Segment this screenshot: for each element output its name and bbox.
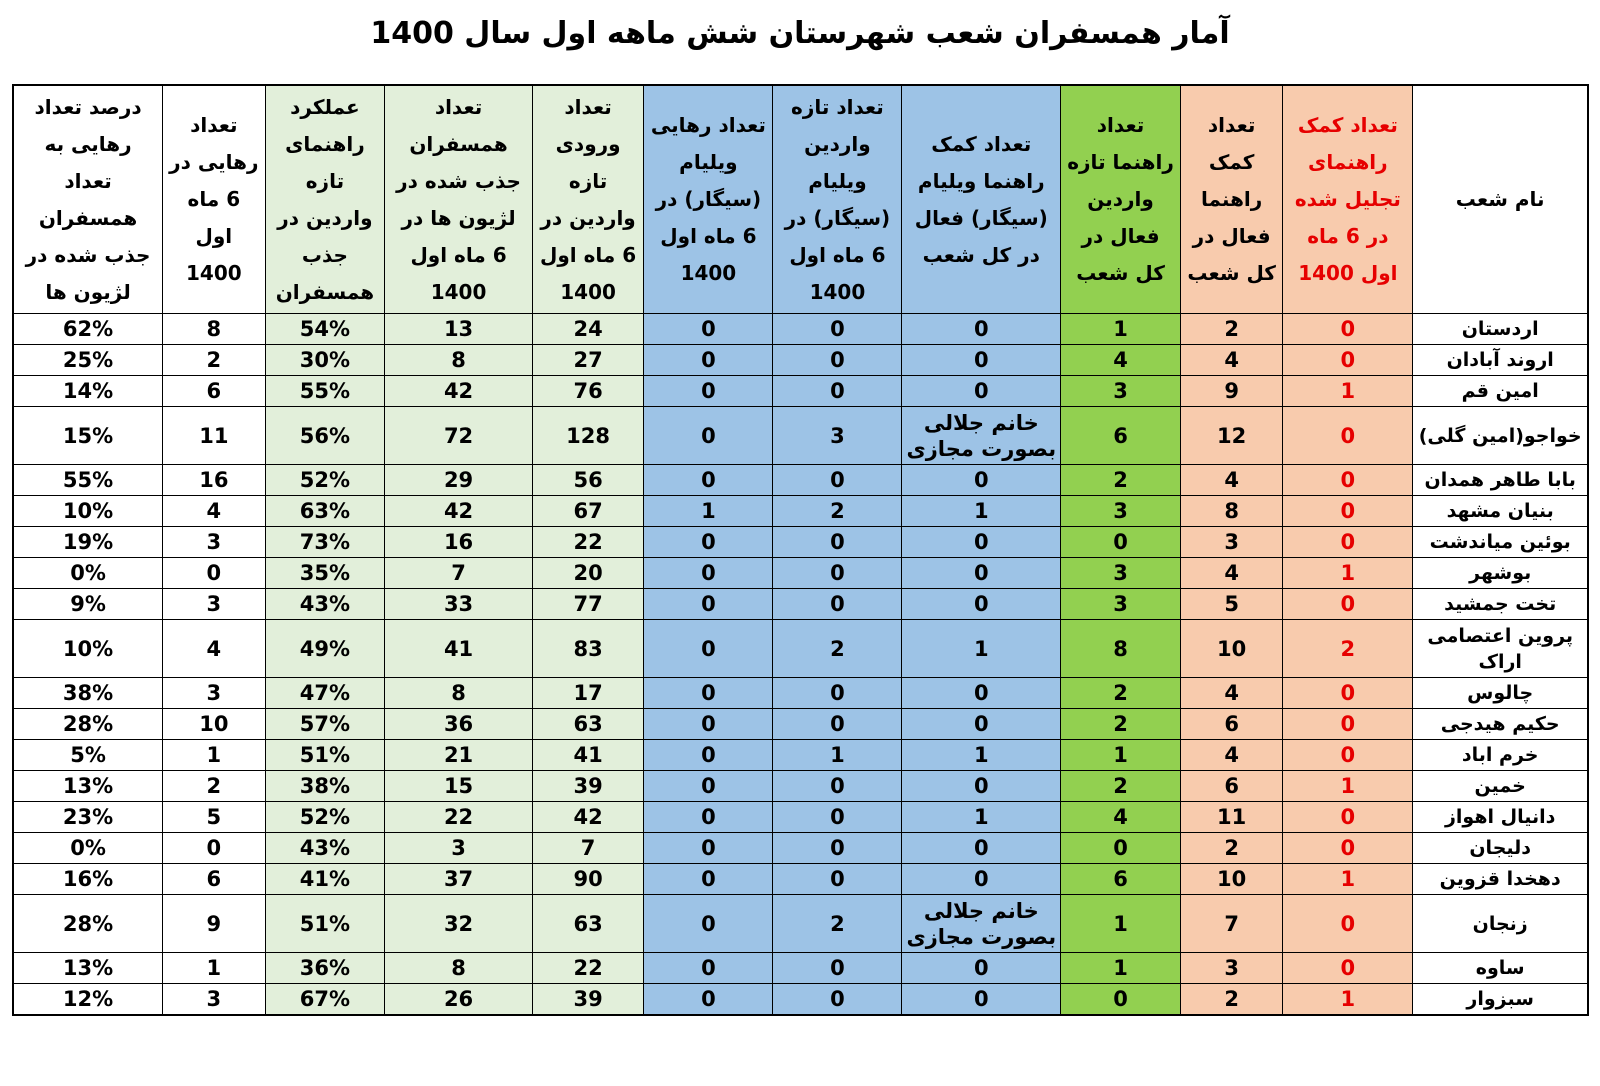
- cell-newcomer-entries: 63: [532, 709, 644, 740]
- cell-honored-helpers: 1: [1283, 771, 1413, 802]
- header-honored-helpers: تعداد کمک راهنمای تجلیل شده در 6 ماه اول 1400: [1283, 85, 1413, 314]
- cell-release-percent: 38%: [13, 678, 163, 709]
- cell-newcomer-guides: 4: [1061, 345, 1181, 376]
- cell-releases: 6: [163, 376, 265, 407]
- header-guide-performance: عملکرد راهنمای تازه واردین در جذب همسفران: [265, 85, 385, 314]
- cell-releases: 9: [163, 895, 265, 953]
- cell-newcomer-entries: 7: [532, 833, 644, 864]
- cell-william-releases: 0: [644, 678, 773, 709]
- cell-branch-name: ساوه: [1413, 953, 1588, 984]
- table-row: [13, 376, 1588, 407]
- cell-release-percent: 13%: [13, 771, 163, 802]
- cell-william-helpers: 1: [902, 740, 1061, 771]
- cell-releases: 0: [163, 558, 265, 589]
- header-william-releases: تعداد رهایی ویلیام (سیگار) در 6 ماه اول 1400: [644, 85, 773, 314]
- cell-william-helpers: 0: [902, 314, 1061, 345]
- cell-william-newcomers: 0: [773, 527, 902, 558]
- cell-branch-name: خواجو(امین گلی): [1413, 407, 1588, 465]
- cell-william-releases: 0: [644, 558, 773, 589]
- cell-newcomer-guides: 1: [1061, 953, 1181, 984]
- cell-william-releases: 0: [644, 802, 773, 833]
- cell-releases: 16: [163, 465, 265, 496]
- table-row: [13, 558, 1588, 589]
- cell-release-percent: 23%: [13, 802, 163, 833]
- cell-william-newcomers: 0: [773, 558, 902, 589]
- cell-releases: 3: [163, 678, 265, 709]
- cell-active-helpers: 5: [1180, 589, 1282, 620]
- cell-guide-performance: 35%: [265, 558, 385, 589]
- cell-william-newcomers: 1: [773, 740, 902, 771]
- cell-branch-name: بوشهر: [1413, 558, 1588, 589]
- cell-active-helpers: 2: [1180, 314, 1282, 345]
- cell-newcomer-guides: 0: [1061, 527, 1181, 558]
- cell-active-helpers: 8: [1180, 496, 1282, 527]
- header-william-newcomers: تعداد تازه واردین ویلیام (سیگار) در 6 ماه اول 1400: [773, 85, 902, 314]
- cell-william-newcomers: 2: [773, 895, 902, 953]
- cell-releases: 3: [163, 527, 265, 558]
- cell-branch-name: دهخدا قزوین: [1413, 864, 1588, 895]
- cell-companions-absorbed: 72: [385, 407, 532, 465]
- cell-companions-absorbed: 22: [385, 802, 532, 833]
- cell-branch-name: امین قم: [1413, 376, 1588, 407]
- cell-branch-name: بنیان مشهد: [1413, 496, 1588, 527]
- cell-william-newcomers: 0: [773, 802, 902, 833]
- cell-active-helpers: 10: [1180, 864, 1282, 895]
- cell-guide-performance: 51%: [265, 740, 385, 771]
- cell-guide-performance: 57%: [265, 709, 385, 740]
- cell-newcomer-guides: 0: [1061, 984, 1181, 1016]
- cell-companions-absorbed: 13: [385, 314, 532, 345]
- cell-release-percent: 19%: [13, 527, 163, 558]
- cell-newcomer-guides: 0: [1061, 833, 1181, 864]
- cell-companions-absorbed: 15: [385, 771, 532, 802]
- cell-william-releases: 0: [644, 376, 773, 407]
- table-row: [13, 984, 1588, 1016]
- cell-release-percent: 16%: [13, 864, 163, 895]
- table-row: [13, 527, 1588, 558]
- cell-release-percent: 28%: [13, 709, 163, 740]
- cell-newcomer-guides: 2: [1061, 709, 1181, 740]
- cell-honored-helpers: 0: [1283, 740, 1413, 771]
- cell-companions-absorbed: 16: [385, 527, 532, 558]
- cell-branch-name: خرم اباد: [1413, 740, 1588, 771]
- cell-william-helpers: 0: [902, 709, 1061, 740]
- cell-william-releases: 0: [644, 833, 773, 864]
- table-row: [13, 771, 1588, 802]
- cell-newcomer-guides: 6: [1061, 864, 1181, 895]
- cell-release-percent: 0%: [13, 558, 163, 589]
- cell-newcomer-entries: 22: [532, 527, 644, 558]
- cell-newcomer-guides: 3: [1061, 589, 1181, 620]
- cell-guide-performance: 52%: [265, 802, 385, 833]
- cell-newcomer-guides: 1: [1061, 740, 1181, 771]
- table-row: [13, 802, 1588, 833]
- cell-william-newcomers: 0: [773, 678, 902, 709]
- cell-william-helpers: 0: [902, 558, 1061, 589]
- cell-releases: 1: [163, 953, 265, 984]
- cell-william-helpers: 0: [902, 771, 1061, 802]
- cell-newcomer-entries: 22: [532, 953, 644, 984]
- cell-guide-performance: 54%: [265, 314, 385, 345]
- cell-active-helpers: 10: [1180, 620, 1282, 678]
- cell-releases: 3: [163, 984, 265, 1016]
- cell-william-helpers: 0: [902, 589, 1061, 620]
- cell-william-releases: 0: [644, 345, 773, 376]
- cell-newcomer-guides: 1: [1061, 895, 1181, 953]
- cell-honored-helpers: 2: [1283, 620, 1413, 678]
- cell-honored-helpers: 1: [1283, 376, 1413, 407]
- cell-william-releases: 0: [644, 589, 773, 620]
- cell-newcomer-guides: 3: [1061, 558, 1181, 589]
- cell-branch-name: اروند آبادان: [1413, 345, 1588, 376]
- cell-companions-absorbed: 7: [385, 558, 532, 589]
- cell-guide-performance: 43%: [265, 589, 385, 620]
- header-row: [13, 85, 1588, 314]
- cell-newcomer-entries: 83: [532, 620, 644, 678]
- cell-branch-name: حکیم هیدجی: [1413, 709, 1588, 740]
- header-william-helpers: تعداد کمک راهنما ویلیام (سیگار) فعال در کل شعب: [902, 85, 1061, 314]
- cell-william-helpers: 0: [902, 864, 1061, 895]
- cell-companions-absorbed: 41: [385, 620, 532, 678]
- cell-william-newcomers: 0: [773, 771, 902, 802]
- cell-companions-absorbed: 29: [385, 465, 532, 496]
- cell-companions-absorbed: 8: [385, 953, 532, 984]
- cell-william-releases: 0: [644, 314, 773, 345]
- cell-companions-absorbed: 37: [385, 864, 532, 895]
- cell-william-newcomers: 0: [773, 984, 902, 1016]
- cell-companions-absorbed: 3: [385, 833, 532, 864]
- cell-honored-helpers: 0: [1283, 465, 1413, 496]
- table-row: [13, 953, 1588, 984]
- table-row: [13, 496, 1588, 527]
- cell-newcomer-entries: 24: [532, 314, 644, 345]
- cell-william-releases: 0: [644, 740, 773, 771]
- header-companions-absorbed: تعداد همسفران جذب شده در لژیون ها در 6 ماه اول 1400: [385, 85, 532, 314]
- cell-newcomer-entries: 76: [532, 376, 644, 407]
- cell-william-newcomers: 0: [773, 709, 902, 740]
- cell-active-helpers: 6: [1180, 771, 1282, 802]
- cell-active-helpers: 7: [1180, 895, 1282, 953]
- cell-releases: 2: [163, 771, 265, 802]
- cell-newcomer-entries: 67: [532, 496, 644, 527]
- cell-william-helpers: 1: [902, 620, 1061, 678]
- cell-companions-absorbed: 33: [385, 589, 532, 620]
- cell-william-newcomers: 0: [773, 465, 902, 496]
- cell-branch-name: اردستان: [1413, 314, 1588, 345]
- cell-active-helpers: 4: [1180, 740, 1282, 771]
- table-row: [13, 465, 1588, 496]
- cell-companions-absorbed: 8: [385, 345, 532, 376]
- cell-honored-helpers: 0: [1283, 953, 1413, 984]
- cell-release-percent: 28%: [13, 895, 163, 953]
- cell-guide-performance: 67%: [265, 984, 385, 1016]
- cell-william-releases: 0: [644, 984, 773, 1016]
- header-newcomer-entries: تعداد ورودی تازه واردین در 6 ماه اول 1400: [532, 85, 644, 314]
- cell-william-releases: 0: [644, 527, 773, 558]
- cell-honored-helpers: 0: [1283, 345, 1413, 376]
- cell-william-newcomers: 0: [773, 953, 902, 984]
- table-body: [13, 314, 1588, 1016]
- cell-guide-performance: 73%: [265, 527, 385, 558]
- cell-release-percent: 10%: [13, 620, 163, 678]
- cell-william-releases: 0: [644, 771, 773, 802]
- cell-william-newcomers: 0: [773, 833, 902, 864]
- cell-newcomer-entries: 128: [532, 407, 644, 465]
- cell-branch-name: زنجان: [1413, 895, 1588, 953]
- cell-guide-performance: 49%: [265, 620, 385, 678]
- cell-newcomer-guides: 3: [1061, 376, 1181, 407]
- cell-william-newcomers: 2: [773, 620, 902, 678]
- table-row: [13, 589, 1588, 620]
- cell-william-newcomers: 0: [773, 589, 902, 620]
- cell-newcomer-entries: 42: [532, 802, 644, 833]
- cell-guide-performance: 52%: [265, 465, 385, 496]
- cell-newcomer-entries: 41: [532, 740, 644, 771]
- cell-release-percent: 14%: [13, 376, 163, 407]
- cell-active-helpers: 2: [1180, 984, 1282, 1016]
- cell-release-percent: 13%: [13, 953, 163, 984]
- cell-honored-helpers: 0: [1283, 496, 1413, 527]
- cell-newcomer-guides: 3: [1061, 496, 1181, 527]
- cell-honored-helpers: 0: [1283, 709, 1413, 740]
- table-row: [13, 833, 1588, 864]
- cell-active-helpers: 6: [1180, 709, 1282, 740]
- cell-newcomer-guides: 1: [1061, 314, 1181, 345]
- table-row: [13, 895, 1588, 953]
- cell-william-helpers: 0: [902, 376, 1061, 407]
- cell-active-helpers: 2: [1180, 833, 1282, 864]
- cell-branch-name: خمین: [1413, 771, 1588, 802]
- cell-releases: 1: [163, 740, 265, 771]
- cell-companions-absorbed: 36: [385, 709, 532, 740]
- cell-companions-absorbed: 42: [385, 376, 532, 407]
- table-row: [13, 678, 1588, 709]
- cell-honored-helpers: 0: [1283, 407, 1413, 465]
- cell-guide-performance: 41%: [265, 864, 385, 895]
- cell-newcomer-guides: 6: [1061, 407, 1181, 465]
- table-row: [13, 314, 1588, 345]
- cell-releases: 11: [163, 407, 265, 465]
- cell-william-newcomers: 0: [773, 376, 902, 407]
- cell-william-releases: 0: [644, 465, 773, 496]
- stats-table: [12, 84, 1589, 1016]
- cell-release-percent: 10%: [13, 496, 163, 527]
- cell-guide-performance: 38%: [265, 771, 385, 802]
- cell-newcomer-guides: 4: [1061, 802, 1181, 833]
- cell-guide-performance: 43%: [265, 833, 385, 864]
- cell-william-newcomers: 0: [773, 864, 902, 895]
- cell-release-percent: 5%: [13, 740, 163, 771]
- cell-active-helpers: 12: [1180, 407, 1282, 465]
- table-row: [13, 345, 1588, 376]
- cell-active-helpers: 4: [1180, 465, 1282, 496]
- cell-william-helpers: خانم جلالی بصورت مجازی: [902, 895, 1061, 953]
- cell-newcomer-guides: 2: [1061, 771, 1181, 802]
- header-branch-name: نام شعب: [1413, 85, 1588, 314]
- cell-william-helpers: خانم جلالی بصورت مجازی: [902, 407, 1061, 465]
- cell-releases: 4: [163, 496, 265, 527]
- cell-newcomer-entries: 56: [532, 465, 644, 496]
- cell-releases: 10: [163, 709, 265, 740]
- cell-william-helpers: 1: [902, 496, 1061, 527]
- cell-releases: 4: [163, 620, 265, 678]
- cell-william-helpers: 0: [902, 984, 1061, 1016]
- cell-active-helpers: 4: [1180, 558, 1282, 589]
- cell-newcomer-entries: 90: [532, 864, 644, 895]
- cell-branch-name: بابا طاهر همدان: [1413, 465, 1588, 496]
- cell-release-percent: 12%: [13, 984, 163, 1016]
- cell-william-helpers: 0: [902, 678, 1061, 709]
- cell-active-helpers: 3: [1180, 953, 1282, 984]
- cell-william-releases: 0: [644, 953, 773, 984]
- cell-newcomer-entries: 39: [532, 984, 644, 1016]
- cell-branch-name: دانیال اهواز: [1413, 802, 1588, 833]
- cell-companions-absorbed: 26: [385, 984, 532, 1016]
- cell-william-helpers: 0: [902, 953, 1061, 984]
- cell-release-percent: 15%: [13, 407, 163, 465]
- header-active-helpers: تعداد کمک راهنما فعال در کل شعب: [1180, 85, 1282, 314]
- cell-branch-name: دلیجان: [1413, 833, 1588, 864]
- cell-guide-performance: 55%: [265, 376, 385, 407]
- cell-newcomer-entries: 17: [532, 678, 644, 709]
- cell-william-releases: 0: [644, 864, 773, 895]
- cell-honored-helpers: 1: [1283, 864, 1413, 895]
- cell-branch-name: چالوس: [1413, 678, 1588, 709]
- cell-companions-absorbed: 42: [385, 496, 532, 527]
- cell-honored-helpers: 0: [1283, 895, 1413, 953]
- cell-william-helpers: 0: [902, 833, 1061, 864]
- cell-newcomer-entries: 27: [532, 345, 644, 376]
- cell-release-percent: 0%: [13, 833, 163, 864]
- cell-william-releases: 0: [644, 407, 773, 465]
- cell-honored-helpers: 0: [1283, 589, 1413, 620]
- cell-william-newcomers: 0: [773, 345, 902, 376]
- cell-branch-name: پروین اعتصامی اراک: [1413, 620, 1588, 678]
- cell-william-newcomers: 3: [773, 407, 902, 465]
- cell-releases: 2: [163, 345, 265, 376]
- cell-honored-helpers: 0: [1283, 527, 1413, 558]
- cell-newcomer-guides: 2: [1061, 678, 1181, 709]
- cell-releases: 6: [163, 864, 265, 895]
- cell-newcomer-entries: 77: [532, 589, 644, 620]
- cell-newcomer-entries: 20: [532, 558, 644, 589]
- table-row: [13, 709, 1588, 740]
- cell-honored-helpers: 1: [1283, 558, 1413, 589]
- cell-honored-helpers: 0: [1283, 314, 1413, 345]
- cell-honored-helpers: 0: [1283, 802, 1413, 833]
- cell-honored-helpers: 1: [1283, 984, 1413, 1016]
- cell-newcomer-guides: 8: [1061, 620, 1181, 678]
- cell-branch-name: بوئین میاندشت: [1413, 527, 1588, 558]
- cell-guide-performance: 56%: [265, 407, 385, 465]
- cell-companions-absorbed: 21: [385, 740, 532, 771]
- cell-release-percent: 25%: [13, 345, 163, 376]
- cell-releases: 0: [163, 833, 265, 864]
- cell-honored-helpers: 0: [1283, 833, 1413, 864]
- cell-guide-performance: 51%: [265, 895, 385, 953]
- cell-newcomer-entries: 63: [532, 895, 644, 953]
- cell-release-percent: 9%: [13, 589, 163, 620]
- header-newcomer-guides: تعداد راهنما تازه واردین فعال در کل شعب: [1061, 85, 1181, 314]
- cell-release-percent: 55%: [13, 465, 163, 496]
- header-release-percent: درصد تعداد رهایی به تعداد همسفران جذب شده در لژیون ها: [13, 85, 163, 314]
- cell-william-helpers: 0: [902, 345, 1061, 376]
- cell-releases: 8: [163, 314, 265, 345]
- cell-guide-performance: 36%: [265, 953, 385, 984]
- cell-newcomer-guides: 2: [1061, 465, 1181, 496]
- cell-active-helpers: 3: [1180, 527, 1282, 558]
- cell-branch-name: سبزوار: [1413, 984, 1588, 1016]
- cell-william-releases: 0: [644, 709, 773, 740]
- cell-active-helpers: 4: [1180, 345, 1282, 376]
- table-row: [13, 620, 1588, 678]
- cell-william-helpers: 0: [902, 527, 1061, 558]
- cell-honored-helpers: 0: [1283, 678, 1413, 709]
- cell-active-helpers: 11: [1180, 802, 1282, 833]
- cell-active-helpers: 4: [1180, 678, 1282, 709]
- table-row: [13, 407, 1588, 465]
- cell-guide-performance: 30%: [265, 345, 385, 376]
- cell-william-releases: 0: [644, 620, 773, 678]
- cell-branch-name: تخت جمشید: [1413, 589, 1588, 620]
- cell-william-helpers: 1: [902, 802, 1061, 833]
- cell-release-percent: 62%: [13, 314, 163, 345]
- cell-william-helpers: 0: [902, 465, 1061, 496]
- cell-william-newcomers: 0: [773, 314, 902, 345]
- table-row: [13, 864, 1588, 895]
- cell-newcomer-entries: 39: [532, 771, 644, 802]
- cell-william-releases: 1: [644, 496, 773, 527]
- cell-william-newcomers: 2: [773, 496, 902, 527]
- table-row: [13, 740, 1588, 771]
- cell-active-helpers: 9: [1180, 376, 1282, 407]
- cell-guide-performance: 63%: [265, 496, 385, 527]
- cell-companions-absorbed: 32: [385, 895, 532, 953]
- page-title: آمار همسفران شعب شهرستان شش ماهه اول سال 1400: [370, 16, 1230, 51]
- cell-releases: 3: [163, 589, 265, 620]
- header-releases: تعداد رهایی در 6 ماه اول 1400: [163, 85, 265, 314]
- cell-releases: 5: [163, 802, 265, 833]
- cell-guide-performance: 47%: [265, 678, 385, 709]
- cell-william-releases: 0: [644, 895, 773, 953]
- cell-companions-absorbed: 8: [385, 678, 532, 709]
